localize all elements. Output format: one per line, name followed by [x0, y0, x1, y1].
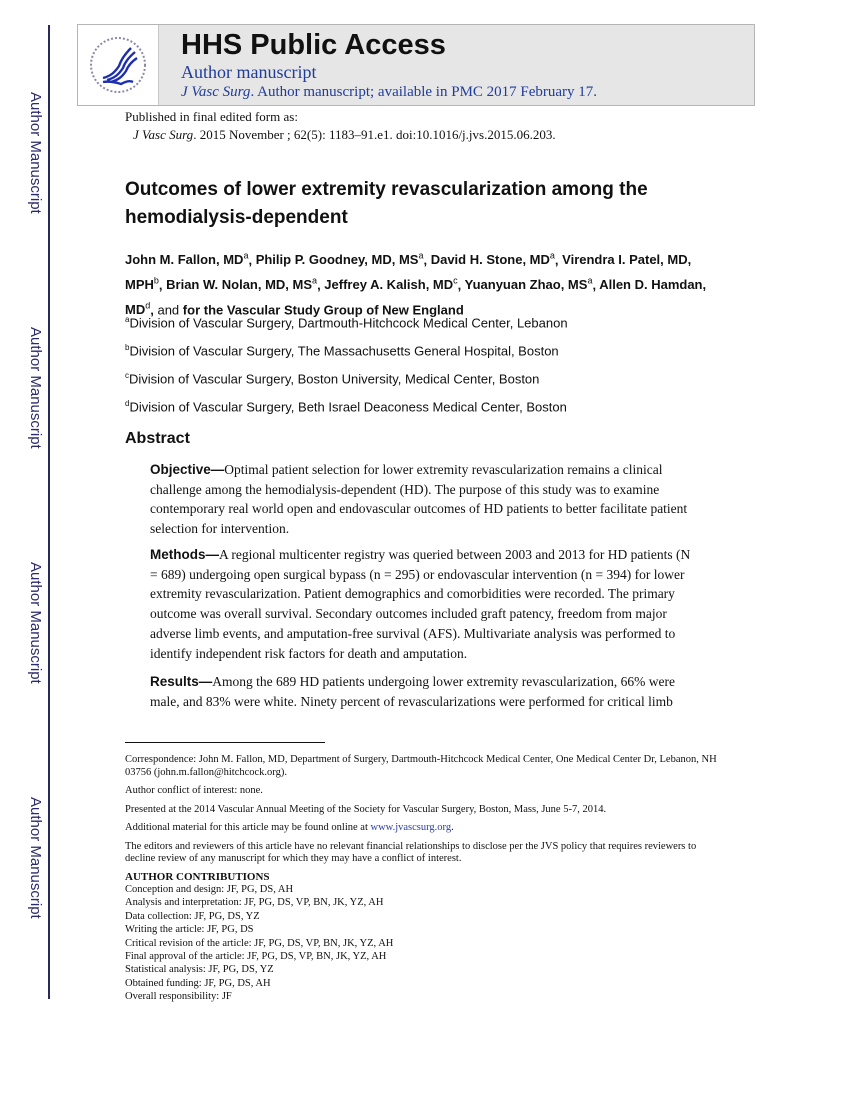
citation-journal: J Vasc Surg — [133, 127, 194, 142]
hhs-eagle-seal-icon — [85, 32, 151, 98]
study-group: for the Vascular Study Group of New England — [182, 301, 464, 317]
citation — [125, 126, 556, 144]
methods-text: A regional multicenter registry was queried between 2003 and 2013 for HD patients (N = 689) undergoing open surgical bypass (n = 295) or endovascular intervention (n = 394) for lower extremity revascularization. Patient demographics and comorbidities were recorded. The primary outcome was overall survival. Secondary outcomes included graft patency, freedom from major adverse limb events, and amputation-free survival (AFS). Multivariate analysis was performed to identify independent risk factors for death and amputation. — [150, 547, 691, 661]
publication-info — [125, 108, 556, 144]
author: David H. Stone, $MD^a$ — [430, 251, 555, 268]
hhs-header-banner — [77, 24, 755, 106]
side-label-text: Author Manuscript — [27, 92, 44, 214]
footnotes — [125, 754, 725, 1004]
abstract-methods — [150, 545, 700, 663]
side-label-text: Author Manuscript — [27, 327, 44, 449]
contribution-item: Critical revision of the article: JF, PG, DS, VP, BN, JK, YZ, AH — [125, 937, 394, 949]
presented-note: Presented at the 2014 Vascular Annual Meeting of the Society for Vascular Surgery, Boston, Mass, June 5-7, 2014. — [125, 803, 607, 815]
abstract-results — [150, 672, 700, 711]
hhs-title: HHS Public Access — [181, 29, 446, 61]
side-label-author-manuscript — [24, 797, 44, 937]
contribution-item: Overall responsibility: JF — [125, 991, 232, 1003]
margin-rule — [48, 25, 50, 999]
affiliation: $^c$Division of Vascular Surgery, Boston University, Medical Center, Boston — [125, 371, 540, 387]
author: John M. Fallon, $MD^a$ — [125, 251, 249, 268]
side-label-author-manuscript — [24, 327, 44, 467]
conflict-note: Author conflict of interest: none. — [125, 785, 263, 796]
objective-text: Optimal patient selection for lower extremity revascularization remains a clinical challenge among the hemodialysis-dependent (HD). The purpose of this study was to examine contemporary real world open and endovascular outcomes of HD patients to better facilitate patient selection for intervention. — [150, 462, 688, 537]
abstract-objective — [150, 460, 700, 539]
contribution-item: Final approval of the article: JF, PG, DS, VP, BN, JK, YZ, AH — [125, 951, 387, 963]
availability-line — [181, 82, 597, 102]
author: Jeffrey A. Kalish, $MD^c$ — [324, 275, 458, 293]
author: Yuanyuan Zhao, $MS^a$ — [464, 275, 593, 293]
contribution-item: Obtained funding: JF, PG, DS, AH — [125, 977, 271, 989]
side-label-text: Author Manuscript — [27, 797, 44, 919]
contribution-item: Data collection: JF, PG, DS, YZ — [125, 910, 260, 922]
hhs-logo — [78, 25, 159, 105]
side-label-author-manuscript — [24, 562, 44, 702]
side-label-author-manuscript — [24, 92, 44, 232]
affiliation: $^d$Division of Vascular Surgery, Beth Israel Deaconess Medical Center, Boston — [125, 399, 567, 415]
contribution-item: Writing the article: JF, PG, DS — [125, 924, 254, 936]
results-label: Results— — [150, 674, 213, 689]
author: Allen D. Hamdan, $MD^d$ — [125, 277, 707, 317]
affiliations — [125, 311, 568, 423]
affiliation: $^b$Division of Vascular Surgery, The Massachusetts General Hospital, Boston — [125, 343, 559, 359]
manuscript-type: Author manuscript — [181, 62, 317, 82]
contribution-item: Analysis and interpretation: JF, PG, DS, VP, BN, JK, YZ, AH — [125, 897, 384, 909]
objective-label: Objective— — [150, 462, 225, 477]
author-list: John M. Fallon, $MD^a$, Philip P. Goodney, MD, $MS^a$, David H. Stone, $MD^a$, Virendra I. Patel, MD, MPH$^b$, Brian W. Nolan, MD, $MS^a$, Jeffrey A. Kalish, $MD^c$, Yuanyuan Zhao, $MS^a$, Allen D. Hamdan, $MD^d$, and for the Vascular Study Group of New England — [125, 251, 707, 317]
authors-and: and — [157, 301, 180, 317]
author: Brian W. Nolan, MD, $MS^a$ — [166, 275, 318, 293]
contributions-heading: AUTHOR CONTRIBUTIONS — [125, 870, 270, 883]
contribution-item: Statistical analysis: JF, PG, DS, YZ — [125, 964, 274, 976]
abstract-heading: Abstract — [125, 430, 190, 447]
author: Virendra I. Patel, MD, MPH$^b$ — [125, 252, 692, 293]
results-text: Among the 689 HD patients undergoing lower extremity revascularization, 66% were male, and 83% were white. Ninety percent of revascularizations were performed for critical limb — [150, 674, 676, 709]
article-title: Outcomes of lower extremity revascularization among the hemodialysis-dependent — [125, 179, 648, 228]
footnote-divider — [125, 742, 325, 743]
journal-name: J Vasc Surg — [181, 84, 251, 100]
author: Philip P. Goodney, MD, $MS^a$ — [255, 251, 424, 268]
published-label: Published in final edited form as: — [125, 109, 298, 124]
editors-note: The editors and reviewers of this article have no relevant financial relationships to disclose per the JVS policy that requires reviewers to decline review of any manuscript for which they may have a conflict of interest. — [125, 840, 697, 864]
affiliation: $^a$Division of Vascular Surgery, Dartmouth-Hitchcock Medical Center, Lebanon — [125, 315, 568, 331]
availability-text: . Author manuscript; available in PMC 2017 February 17. — [250, 84, 598, 100]
side-label-text: Author Manuscript — [27, 562, 44, 684]
contribution-item: Conception and design: JF, PG, DS, AH — [125, 884, 294, 895]
citation-text: . 2015 November ; 62(5): 1183–91.e1. doi:10.1016/j.jvs.2015.06.203. — [193, 127, 556, 142]
correspondence-note: Correspondence: John M. Fallon, MD, Department of Surgery, Dartmouth-Hitchcock Medical Center, One Medical Center Dr, Lebanon, NH 03756 (john.m.fallon@hitchcock.org). — [125, 754, 717, 778]
journal-website-link[interactable]: www.jvascsurg.org — [370, 822, 452, 833]
additional-material-note: Additional material for this article may be found online at www.jvascsurg.org. — [125, 822, 454, 833]
methods-label: Methods— — [150, 547, 219, 562]
